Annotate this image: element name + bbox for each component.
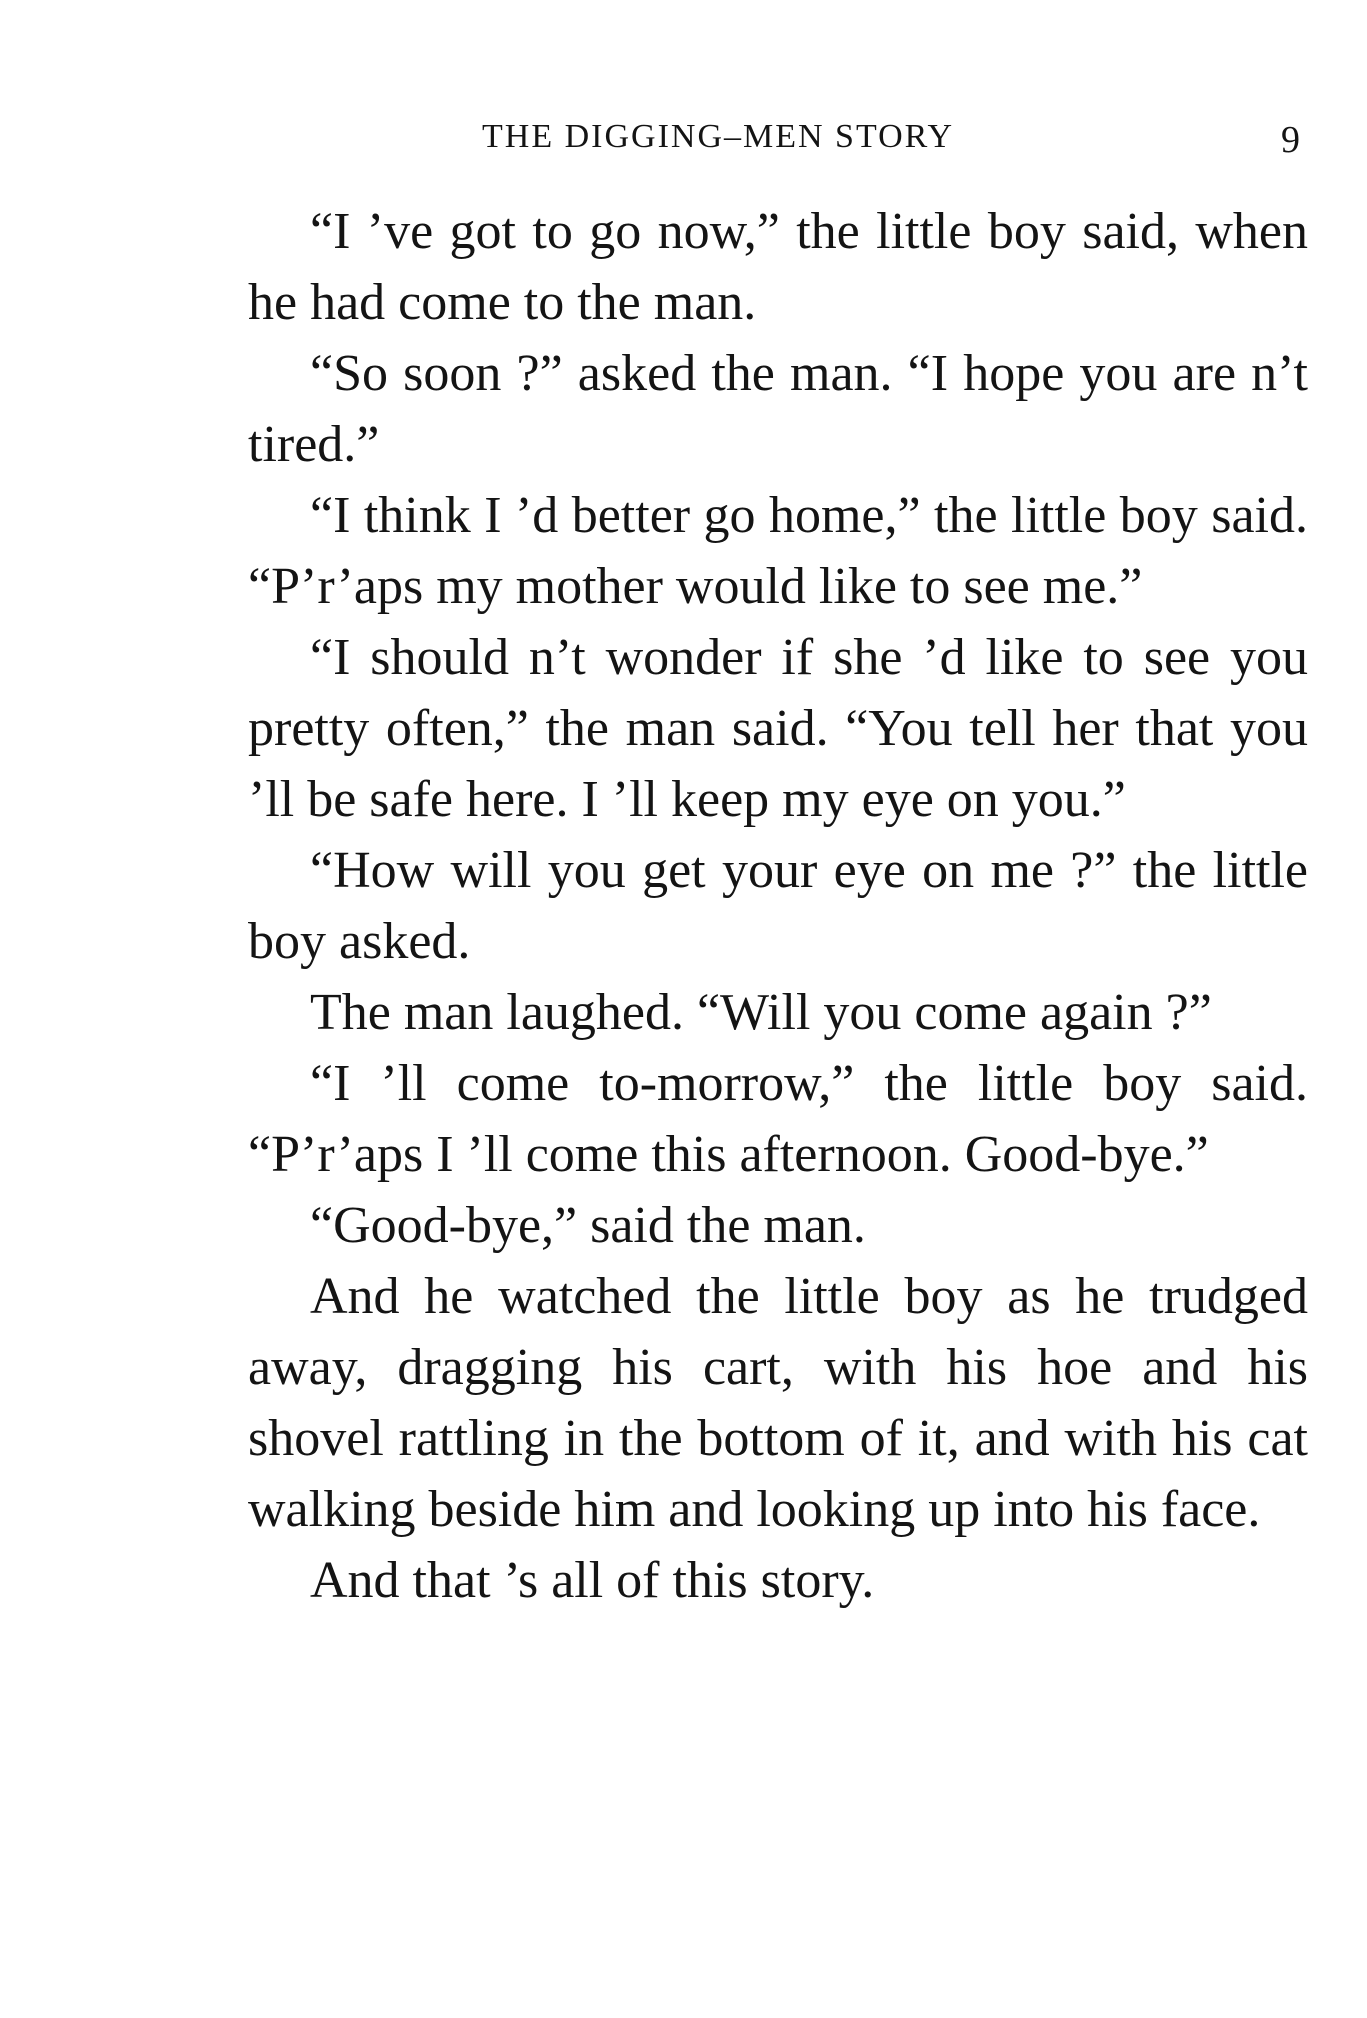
paragraph: “Good-bye,” said the man. [310, 1197, 866, 1254]
paragraph: And he watched the little boy as he trudged away, dragging his cart, with his hoe and his shovel rattling in the bottom of it, and with his cat walking beside him and looking up into his face. [248, 1268, 1308, 1538]
paragraph: “I think I ’d better go home,” the little boy said. “P’r’aps my mother would like to see me.” [248, 487, 1308, 615]
chapter-title: THE DIGGING–MEN STORY [482, 118, 955, 155]
paragraph: “I ’ll come to-morrow,” the little boy said. “P’r’aps I ’ll come this afternoon. Good-bye.” [248, 1055, 1308, 1183]
paragraph: “I ’ve got to go now,” the little boy said, when he had come to the man. [248, 203, 1308, 331]
page-number: 9 [1281, 119, 1300, 161]
paragraph: “So soon ?” asked the man. “I hope you are n’t tired.” [248, 345, 1308, 473]
running-header [482, 118, 1300, 166]
body-text [248, 196, 1308, 1616]
paragraph: The man laughed. “Will you come again ?” [310, 984, 1212, 1041]
paragraph: And that ’s all of this story. [310, 1552, 875, 1609]
paragraph: “I should n’t wonder if she ’d like to see you pretty often,” the man said. “You tell her that you ’ll be safe here. I ’ll keep my eye on you.” [248, 629, 1308, 828]
paragraph: “How will you get your eye on me ?” the little boy asked. [248, 842, 1308, 970]
